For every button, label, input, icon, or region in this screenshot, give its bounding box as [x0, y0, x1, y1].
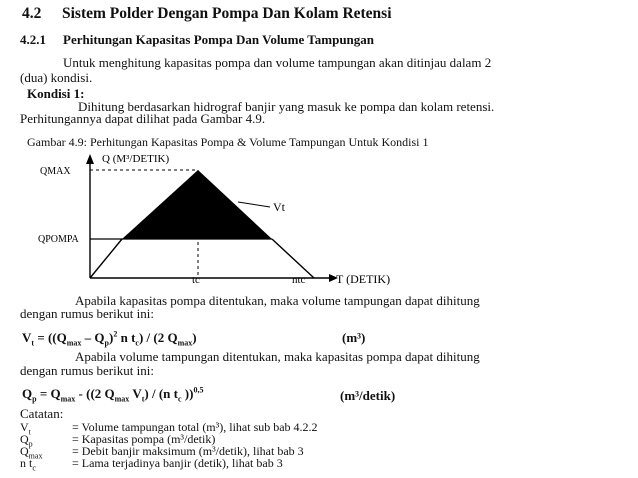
- intro-line-1: Untuk menghitung kapasitas pompa dan volume tampungan akan ditinjau dalam 2: [63, 55, 492, 70]
- note-symbol-qmax: $Q_{max}$: [20, 444, 43, 461]
- formula-storage-volume: $V_t = ((Q_{max} - Q_p)^2$ n $t_c) / (2$ $Q_{max}$): [22, 329, 197, 348]
- storage-volume-area: [122, 170, 272, 239]
- kondisi-line-1: Dihitung berdasarkan hidrograf banjir yang masuk ke pompa dan kolam retensi.: [78, 99, 495, 114]
- kondisi-line-2: Perhitungannya dapat dilihat pada Gambar 4.9.: [20, 111, 266, 126]
- note-symbol-vt: $V_t$: [20, 420, 31, 437]
- formula-1-unit: (m³): [342, 330, 366, 345]
- note-desc: = Lama terjadinya banjir (detik), lihat bab 3: [72, 456, 283, 470]
- vt-label: Vt: [273, 200, 285, 214]
- section-title: Sistem Polder Dengan Pompa Dan Kolam Retensi: [62, 5, 392, 22]
- hydrograph-rise-line: [90, 239, 122, 278]
- intro-line-2: (dua) kondisi.: [20, 70, 93, 85]
- formula-2-unit: (m³/detik): [340, 388, 396, 403]
- note-symbol-qp: $Q_p$: [20, 432, 33, 449]
- y-axis-arrow: [86, 154, 94, 164]
- note-desc: = Debit banjir maksimum (m³/detik), lihat bab 3: [72, 444, 304, 458]
- x-axis-label: T (DETIK): [336, 272, 391, 285]
- kondisi-heading: Kondisi 1:: [27, 86, 85, 101]
- note-symbol-ntc: n $t_c$: [20, 456, 36, 473]
- qpompa-label: QPOMPA: [38, 234, 79, 245]
- figure-caption: Gambar 4.9: Perhitungan Kapasitas Pompa & Volume Tampungan Untuk Kondisi 1: [27, 135, 429, 149]
- para-pump-line-2: dengan rumus berikut ini:: [20, 363, 154, 378]
- hydrograph-fall-line: [272, 239, 314, 278]
- vt-leader-line: [238, 202, 270, 207]
- hydrograph-figure: [20, 150, 440, 285]
- para-volume-line-1: Apabila kapasitas pompa ditentukan, maka volume tampungan dapat dihitung: [75, 293, 480, 308]
- subsection-number: 4.2.1: [20, 32, 46, 47]
- para-pump-line-1: Apabila volume tampungan ditentukan, maka kapasitas pompa dapat dihitung: [75, 349, 480, 364]
- note-desc: = Volume tampungan total (m³), lihat sub bab 4.2.2: [72, 420, 318, 434]
- note-desc: = Kapasitas pompa (m³/detik): [72, 432, 216, 446]
- subsection-title: Perhitungan Kapasitas Pompa Dan Volume Tampungan: [63, 32, 375, 47]
- section-number: 4.2: [22, 5, 42, 22]
- y-axis-label: Q (M³/DETIK): [102, 153, 170, 165]
- para-volume-line-2: dengan rumus berikut ini:: [20, 306, 154, 321]
- ntc-label: ntc: [292, 274, 306, 285]
- qmax-label: QMAX: [40, 166, 71, 177]
- formula-pump-capacity: $Q_p = Q_{max} - ((2$ $Q_{max}$ $V_t) / (n$ $t_c$ ))$^{0,5}$: [22, 385, 204, 404]
- notes-heading: Catatan:: [20, 406, 64, 421]
- tc-label: tc: [192, 274, 200, 285]
